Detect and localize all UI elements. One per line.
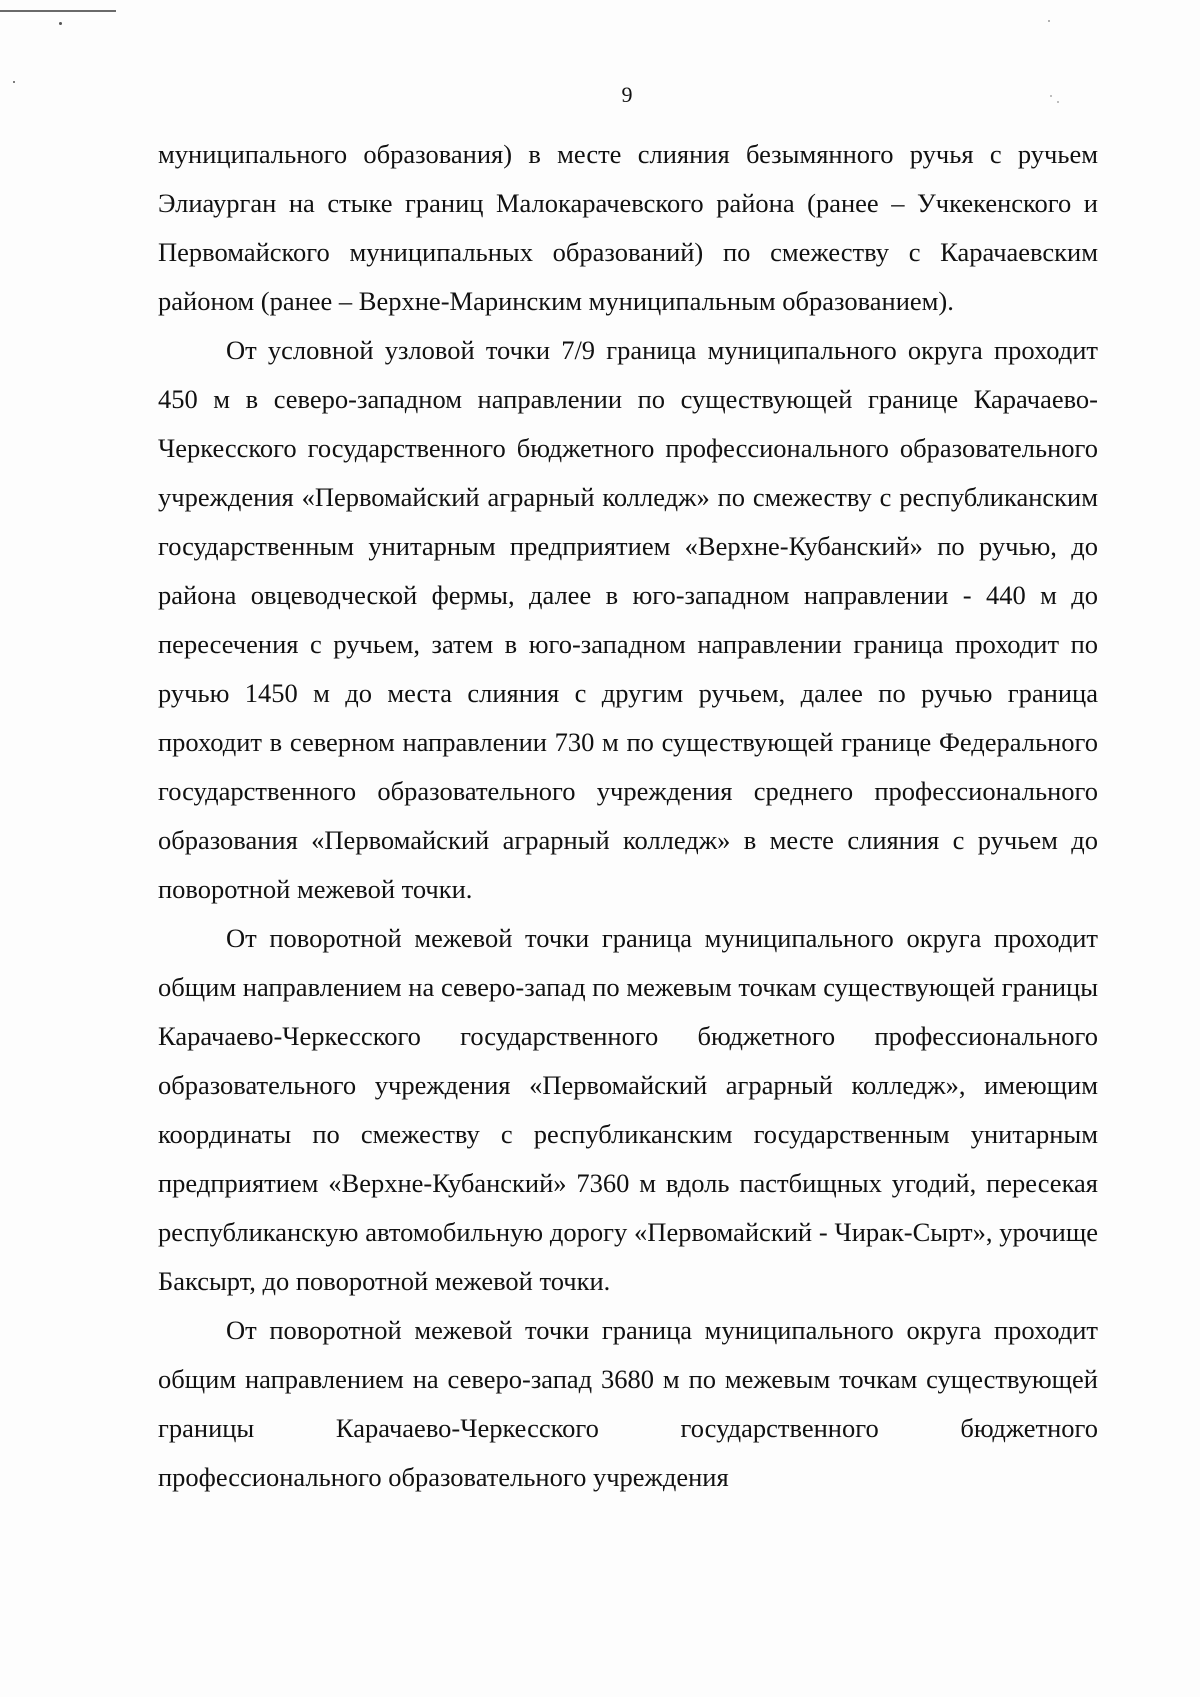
paragraph-boundary-northwest-7360: От поворотной межевой точки граница муниципального округа проходит общим направлением на северо-запад по межевым точкам существующей границы Карачаево-Черкесского государственного бюджетного профессионального образовательного учреждения «Первомайский аграрный колледж», имеющим координаты по смежеству с республиканским государственным унитарным предприятием «Верхне-Кубанский» 7360 м вдоль пастбищных угодий, пересекая республиканскую автомобильную дорогу «Первомайский - Чирак-Сырт», урочище Баксырт, до поворотной межевой точки.: [158, 923, 1098, 1296]
scan-speck: [59, 22, 62, 25]
paragraph-boundary-northwest-3680: От поворотной межевой точки граница муниципального округа проходит общим направлением на северо-запад 3680 м по межевым точкам существующей границы Карачаево-Черкесского государственного бюджетного профессионального образовательного учреждения: [158, 1315, 1098, 1492]
paragraph-continuation: муниципального образования) в месте слияния безымянного ручья с ручьем Элиаурган на стыке границ Малокарачевского района (ранее – Учкекенского и Первомайского муниципальных образований) по смежеству с Карачаевским районом (ранее – Верхне-Маринским муниципальным образованием).: [158, 139, 1098, 316]
paragraph-boundary-point-7-9: От условной узловой точки 7/9 граница муниципального округа проходит 450 м в северо-западном направлении по существующей границе Карачаево-Черкесского государственного бюджетного профессионального образовательного учреждения «Первомайский аграрный колледж» по смежеству с республиканским государственным унитарным предприятием «Верхне-Кубанский» по ручью, до района овцеводческой фермы, далее в юго-западном направлении - 440 м до пересечения с ручьем, затем в юго-западном направлении граница проходит по ручью 1450 м до места слияния с другим ручьем, далее по ручью граница проходит в северном направлении 730 м по существующей границе Федерального государственного образовательного учреждения среднего профессионального образования «Первомайский аграрный колледж» в месте слияния с ручьем до поворотной межевой точки.: [158, 335, 1098, 904]
scan-artifact-line: [0, 10, 116, 12]
scan-speck: [1048, 20, 1050, 22]
page-number: 9: [621, 82, 633, 107]
document-body: [158, 130, 1098, 1502]
